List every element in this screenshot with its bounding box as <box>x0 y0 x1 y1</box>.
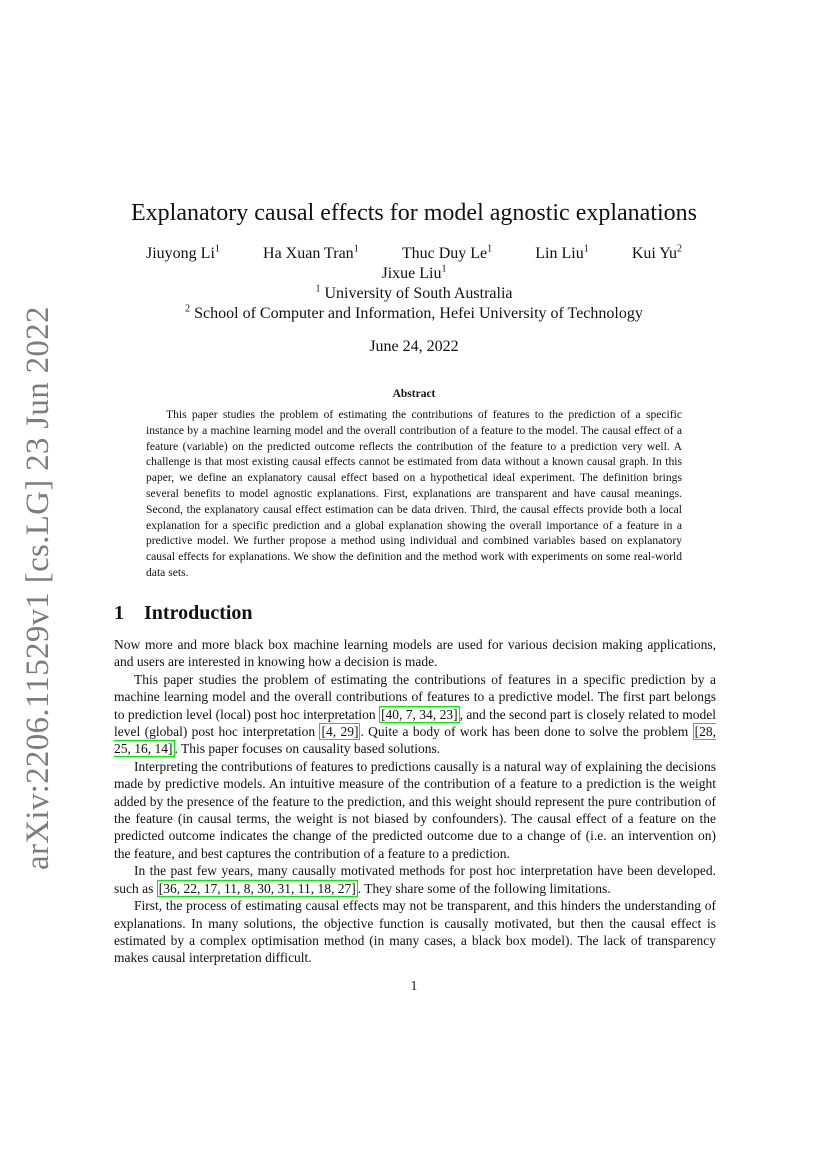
paragraph: First, the process of estimating causal effects may not be transparent, and this hinders the understanding of explanations. In many solutions, the objective function is causally motivated, but then the causal effect is estimated by a complex optimisation method (in many cases, a black box model). The lack of transparency makes causal interpretation difficult. <box>114 898 716 966</box>
arxiv-watermark: arXiv:2206.11529v1 [cs.LG] 23 Jun 2022 <box>20 306 56 870</box>
paragraph: This paper studies the problem of estimating the contributions of features in a specific prediction by a machine learning model and the overall contributions of features to a predictive model. The first part belongs to prediction level (local) post hoc interpretation [40, 7, 34, 23] , and the second part is closely related to model level (global) post hoc interpretation [4, 29] . Quite a body of work has been done to solve the problem [28, 25, 16, 14] . This paper focuses on causality based solutions. <box>114 671 716 757</box>
citation-link[interactable]: [28, 25, 16, 14] <box>114 724 716 757</box>
citation-link[interactable]: [4, 29] <box>321 724 359 740</box>
page-number: 1 <box>410 978 418 993</box>
section-heading <box>114 600 253 626</box>
author: Thuc Duy Le$^1$ <box>401 243 493 262</box>
paragraph: Now more and more black box machine learning models are used for various decision making applications, and users are interested in knowing how a decision is made. <box>114 637 716 670</box>
section-number: 1 <box>114 602 124 624</box>
author: Kui Yu$^2$ <box>631 243 682 262</box>
abstract-text: This paper studies the problem of estimating the contributions of features to the prediction of a specific instance by a machine learning model and the overall contribution of a feature to the model. The causal effect of a feature (variable) on the predicted outcome reflects the contribution of the feature to a prediction very well. A challenge is that most existing causal effects cannot be estimated from data without a known causal graph. In this paper, we define an explanatory causal effect based on a hypothetical ideal experiment. The definition brings several benefits to model agnostic explanations. First, explanations are transparent and have causal meanings. Second, the explanatory causal effect estimation can be data driven. Third, the causal effects provide both a local explanation for a specific prediction and a global explanation showing the overall importance of a feature in a predictive model. We further propose a method using individual and combined variables based on explanatory causal effects for explanations. We show the definition and the method work with experiments on some real-world data sets. <box>146 408 682 579</box>
citation-link[interactable]: [40, 7, 34, 23] <box>381 706 458 722</box>
author: Ha Xuan Tran$^1$ <box>263 243 359 262</box>
author: Lin Liu$^1$ <box>535 243 589 262</box>
citation-link[interactable]: [36, 22, 17, 11, 8, 30, 31, 11, 18, 27] <box>158 880 356 896</box>
paragraph: In the past few years, many causally motivated methods for post hoc interpretation have been developed. such as [36, 22, 17, 11, 8, 30, 31, 11, 18, 27] . They share some of the following limitations. <box>114 863 716 896</box>
paragraph: Interpreting the contributions of features to predictions causally is a natural way of explaining the decisions made by predictive models. An intuitive measure of the contribution of a feature to a prediction is the weight added by the presence of the feature to the prediction, and this weight should represent the pure contribution of the feature (in causal terms, the weight is not biased by confounders). The causal effect of a feature on the predicted outcome indicates the change of the predicted outcome due to a change of (i.e. an intervention on) the feature, and best captures the contribution of a feature to a prediction. <box>114 758 716 861</box>
paper-date: June 24, 2022 <box>369 338 459 355</box>
affiliation: $^1$ University of South Australia <box>315 283 513 302</box>
abstract-heading: Abstract <box>392 388 436 400</box>
affiliation: $^2$ School of Computer and Information, Hefei University of Technology <box>185 303 643 322</box>
author: Jixue Liu$^1$ <box>381 263 447 282</box>
author: Jiuyong Li$^1$ <box>146 243 220 262</box>
section-title: Introduction <box>144 602 253 624</box>
paper-title: Explanatory causal effects for model agnostic explanations <box>130 200 698 226</box>
body-text <box>114 636 716 967</box>
author-list <box>140 244 688 284</box>
